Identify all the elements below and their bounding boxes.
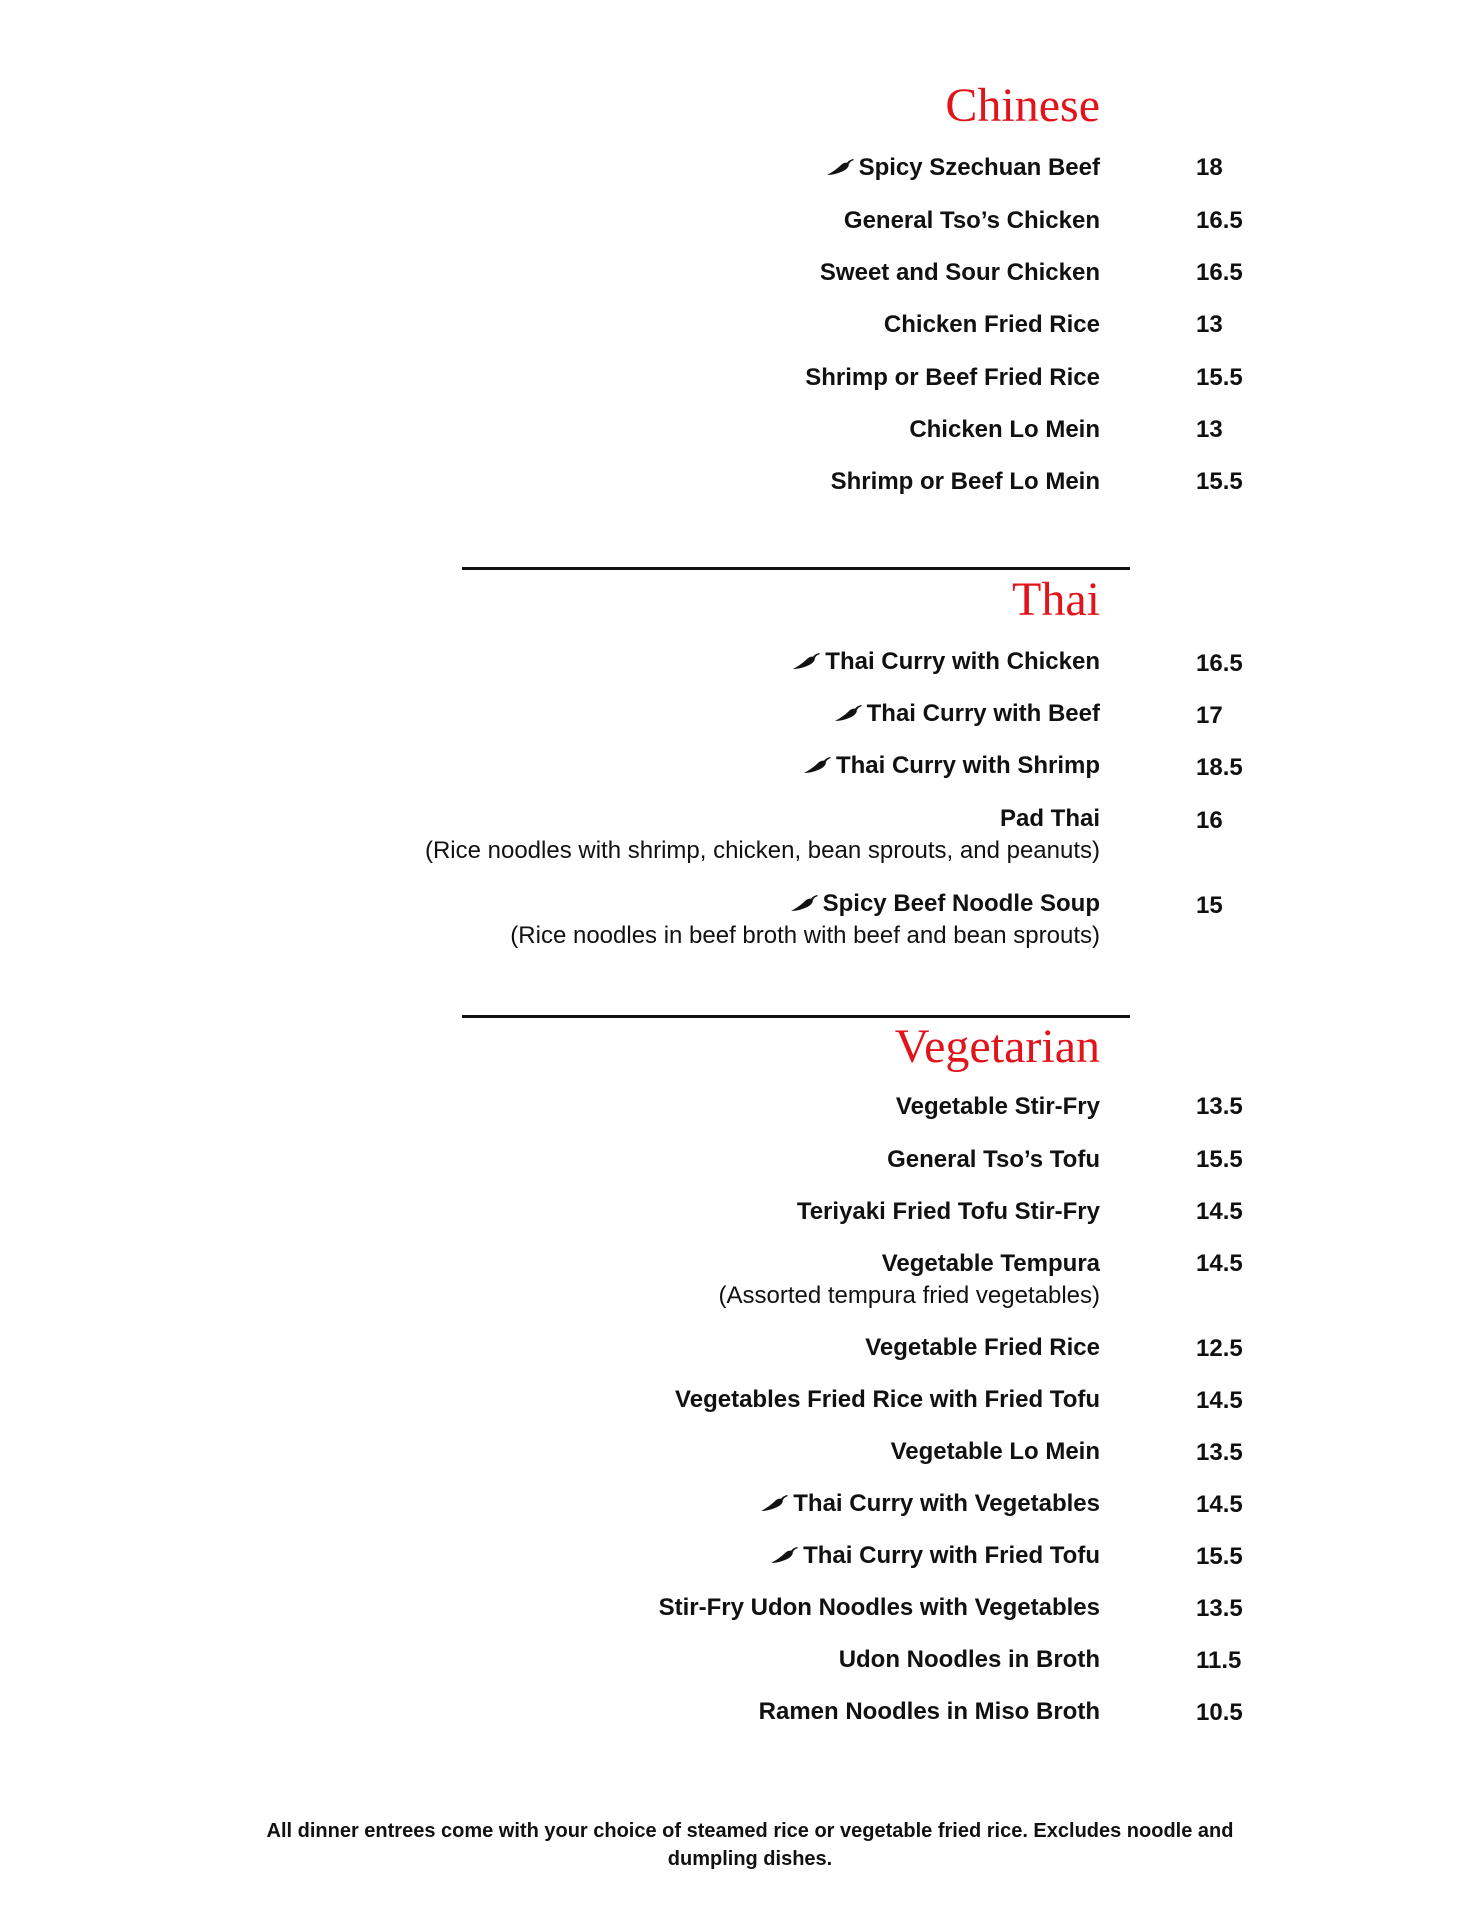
item-price: 15 — [1196, 892, 1223, 919]
chili-pepper-icon — [825, 157, 855, 177]
menu-item — [200, 261, 1100, 285]
item-name: Ramen Noodles in Miso Broth — [758, 1698, 1100, 1725]
item-line — [200, 702, 1100, 726]
menu-item — [200, 1700, 1100, 1724]
item-name: Chicken Lo Mein — [909, 416, 1100, 443]
item-price: 11.5 — [1196, 1647, 1242, 1674]
section-title-chinese: Chinese — [945, 79, 1100, 132]
menu-item — [200, 470, 1100, 494]
item-name: Shrimp or Beef Lo Mein — [830, 468, 1100, 495]
menu-item — [200, 892, 1100, 948]
item-price: 16.5 — [1196, 650, 1243, 677]
menu-item — [200, 1492, 1100, 1516]
menu-item — [200, 1544, 1100, 1568]
item-price: 13.5 — [1196, 1093, 1243, 1120]
menu-item — [200, 418, 1100, 442]
item-description: (Assorted tempura fried vegetables) — [718, 1282, 1100, 1309]
item-price: 15.5 — [1196, 364, 1243, 391]
menu-item — [200, 754, 1100, 778]
menu-item — [200, 1648, 1100, 1672]
menu-item — [200, 1336, 1100, 1360]
chili-pepper-icon — [833, 703, 863, 723]
menu-item — [200, 650, 1100, 674]
chili-pepper-icon — [791, 651, 821, 671]
menu-item — [200, 1440, 1100, 1464]
item-name: Chicken Fried Rice — [883, 311, 1100, 338]
item-price: 12.5 — [1196, 1335, 1243, 1362]
item-price: 14.5 — [1196, 1250, 1243, 1277]
item-name: Sweet and Sour Chicken — [819, 259, 1100, 286]
item-line — [200, 156, 1100, 180]
item-price: 18 — [1196, 154, 1223, 181]
item-price: 14.5 — [1196, 1198, 1243, 1225]
item-name: Shrimp or Beef Fried Rice — [805, 364, 1100, 391]
item-name: Spicy Beef Noodle Soup — [822, 890, 1100, 917]
item-line — [200, 1492, 1100, 1516]
item-price: 10.5 — [1196, 1699, 1243, 1726]
item-price: 16 — [1196, 807, 1223, 834]
item-line — [200, 1544, 1100, 1568]
item-price: 14.5 — [1196, 1491, 1243, 1518]
menu-item — [200, 1148, 1100, 1172]
menu-item — [200, 807, 1100, 863]
chili-pepper-icon — [789, 893, 819, 913]
item-name: Vegetable Stir-Fry — [895, 1093, 1100, 1120]
item-price: 13.5 — [1196, 1595, 1243, 1622]
item-price: 16.5 — [1196, 207, 1243, 234]
item-name: Vegetable Fried Rice — [865, 1334, 1100, 1361]
menu-item — [200, 156, 1100, 180]
menu-item — [200, 366, 1100, 390]
section-divider — [462, 567, 1130, 570]
item-price: 15.5 — [1196, 1543, 1243, 1570]
item-name: Spicy Szechuan Beef — [858, 154, 1100, 181]
item-name: General Tso’s Chicken — [843, 207, 1100, 234]
item-description: (Rice noodles with shrimp, chicken, bean sprouts, and peanuts) — [424, 837, 1100, 864]
menu-item — [200, 1200, 1100, 1224]
item-name: Pad Thai — [999, 805, 1100, 832]
item-price: 13.5 — [1196, 1439, 1243, 1466]
menu-item — [200, 1388, 1100, 1412]
item-price: 16.5 — [1196, 259, 1243, 286]
item-name: Thai Curry with Beef — [866, 700, 1100, 727]
chili-pepper-icon — [759, 1493, 789, 1513]
menu-item — [200, 209, 1100, 233]
item-name: Udon Noodles in Broth — [838, 1646, 1100, 1673]
menu-item — [200, 1095, 1100, 1119]
item-name: Thai Curry with Fried Tofu — [803, 1542, 1100, 1569]
chili-pepper-icon — [802, 755, 832, 775]
item-name: Thai Curry with Chicken — [825, 648, 1100, 675]
item-price: 13 — [1196, 416, 1223, 443]
menu-item — [200, 702, 1100, 726]
menu-item — [200, 1596, 1100, 1620]
item-name: Teriyaki Fried Tofu Stir-Fry — [796, 1198, 1100, 1225]
item-name: Vegetable Lo Mein — [890, 1438, 1100, 1465]
item-name: General Tso’s Tofu — [887, 1146, 1100, 1173]
section-title-vegetarian: Vegetarian — [894, 1020, 1100, 1073]
menu-item — [200, 1252, 1100, 1308]
item-price: 18.5 — [1196, 754, 1243, 781]
item-name: Vegetable Tempura — [881, 1250, 1100, 1277]
item-name: Thai Curry with Vegetables — [793, 1490, 1100, 1517]
item-line — [200, 650, 1100, 674]
item-price: 15.5 — [1196, 1146, 1243, 1173]
menu-item — [200, 313, 1100, 337]
item-line — [200, 754, 1100, 778]
item-price: 13 — [1196, 311, 1223, 338]
section-title-thai: Thai — [1012, 573, 1100, 626]
item-name: Thai Curry with Shrimp — [835, 752, 1100, 779]
chili-pepper-icon — [769, 1545, 799, 1565]
item-name: Stir-Fry Udon Noodles with Vegetables — [658, 1594, 1100, 1621]
item-price: 17 — [1196, 702, 1223, 729]
item-name: Vegetables Fried Rice with Fried Tofu — [675, 1386, 1100, 1413]
item-price: 14.5 — [1196, 1387, 1243, 1414]
item-line — [200, 892, 1100, 916]
item-description: (Rice noodles in beef broth with beef and bean sprouts) — [510, 922, 1100, 949]
footer-note: All dinner entrees come with your choice of steamed rice or vegetable fried rice. Excludes noodle and dumpling dishes. — [266, 1820, 1234, 1870]
section-divider — [462, 1015, 1130, 1018]
item-price: 15.5 — [1196, 468, 1243, 495]
